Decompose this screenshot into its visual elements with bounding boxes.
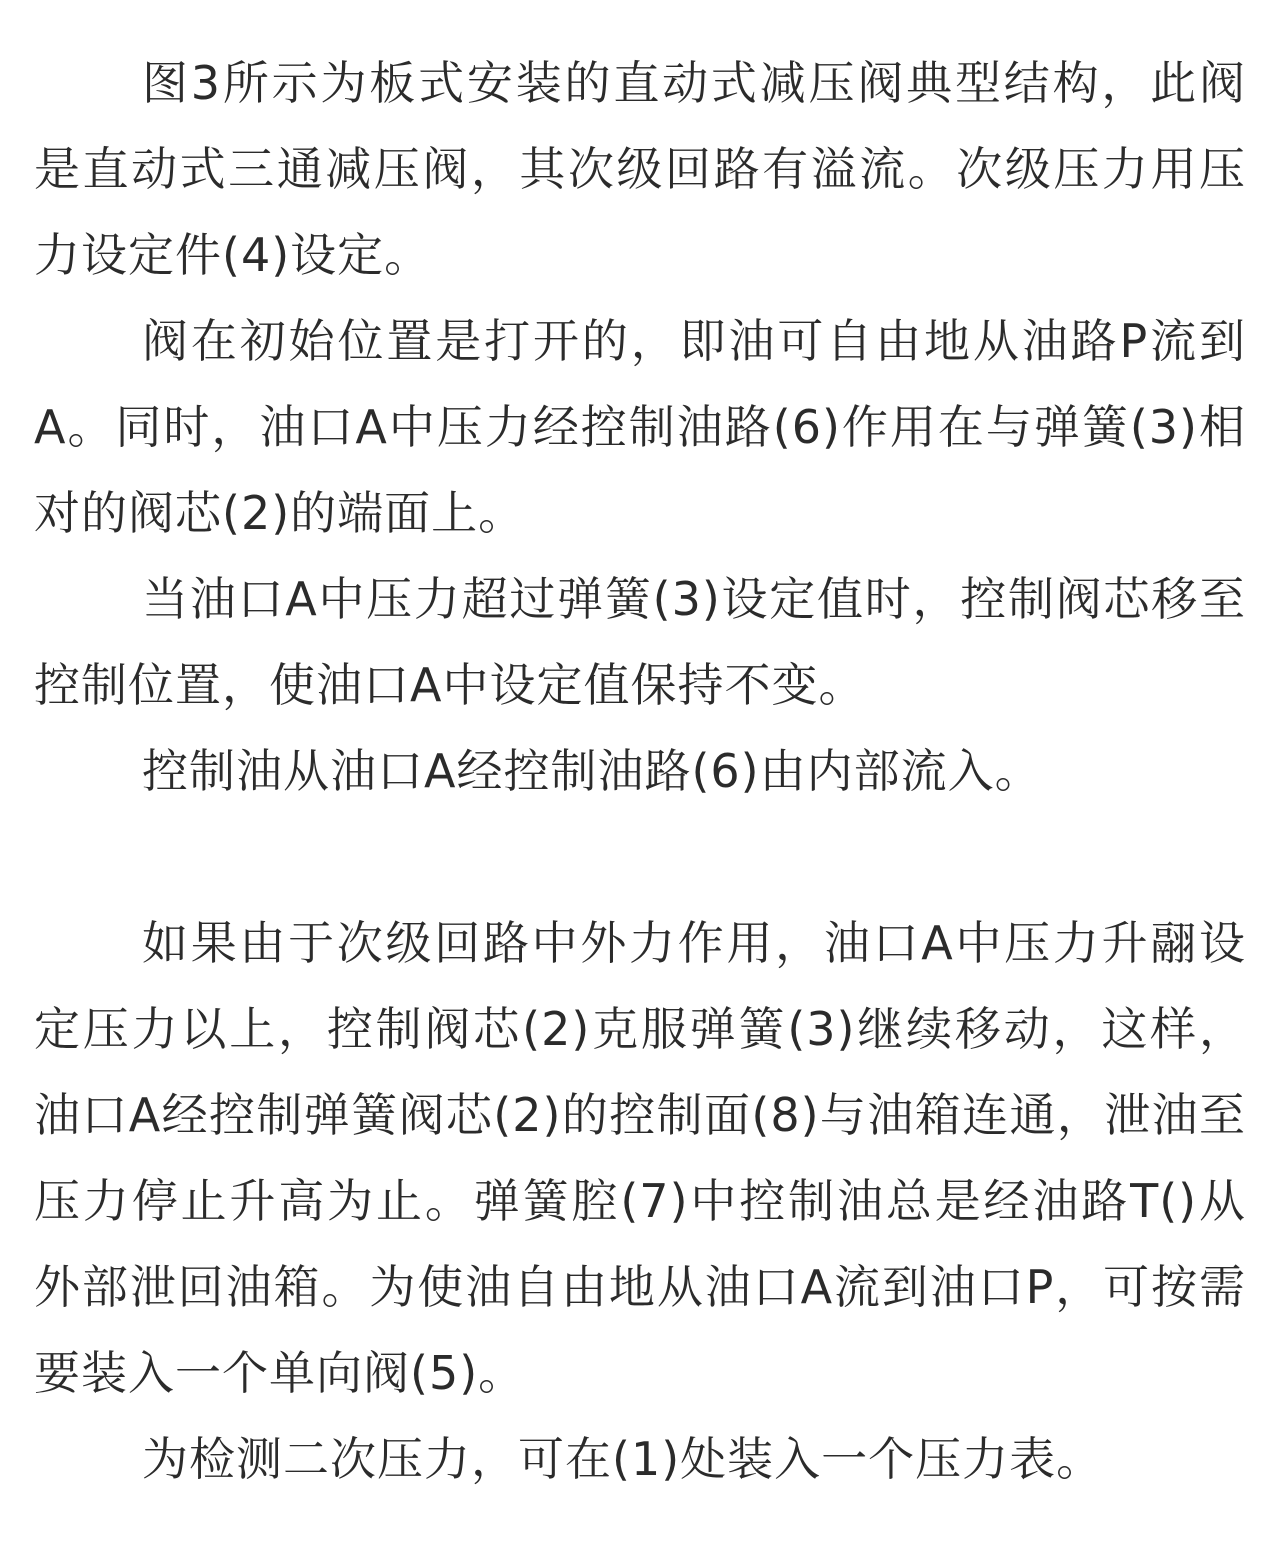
paragraph-pressure-gauge: 为检测二次压力，可在(1)处装入一个压力表。 — [142, 1432, 1104, 1486]
paragraph-structure-intro: 图3所示为板式安装的直动式减压阀典型结构，此阀是直动式三通减压阀，其次级回路有溢流。次级压力用压力设定件(4)设定。 — [34, 56, 1246, 282]
paragraph-spacer — [34, 814, 1246, 900]
paragraph-control-oil: 控制油从油口A经控制油路(6)由内部流入。 — [142, 744, 1042, 798]
paragraph-control-position: 当油口A中压力超过弹簧(3)设定值时，控制阀芯移至控制位置，使油口A中设定值保持不变。 — [34, 572, 1246, 712]
paragraph-initial-position: 阀在初始位置是打开的，即油可自由地从油路P流到A。同时，油口A中压力经控制油路(6)作用在与弹簧(3)相对的阀芯(2)的端面上。 — [34, 314, 1246, 540]
paragraph-overpressure-relief: 如果由于次级回路中外力作用，油口A中压力升翮设定压力以上，控制阀芯(2)克服弹簧(3)继续移动，这样，油口A经控制弹簧阀芯(2)的控制面(8)与油箱连通，泄油至压力停止升高为止。弹簧腔(7)中控制油总是经油路T()从外部泄回油箱。为使油自由地从油口A流到油口P，可按需要装入一个单向阀(5)。 — [34, 916, 1246, 1400]
